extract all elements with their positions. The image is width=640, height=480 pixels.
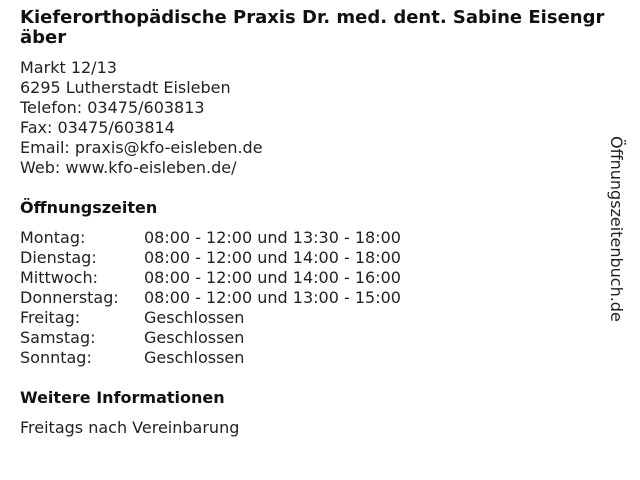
hours-day: Donnerstag:: [20, 288, 119, 307]
site-watermark: Öffnungszeitenbuch.de: [607, 136, 626, 322]
hours-time: Geschlossen: [144, 348, 245, 367]
hours-row-sunday: [20, 348, 610, 368]
hours-time: Geschlossen: [144, 328, 245, 347]
hours-time: 08:00 - 12:00 und 14:00 - 16:00: [144, 268, 401, 287]
business-title: Kieferorthopädische Praxis Dr. med. dent. Sabine Eisengräber: [20, 7, 605, 48]
hours-row-friday: [20, 308, 610, 328]
hours-row-wednesday: [20, 268, 610, 288]
hours-heading: Öffnungszeiten: [20, 198, 158, 217]
hours-row-tuesday: [20, 248, 610, 268]
hours-day: Freitag:: [20, 308, 81, 327]
hours-day: Mittwoch:: [20, 268, 98, 287]
email-line: Email: praxis@kfo-eisleben.de: [20, 138, 263, 157]
business-card: [20, 8, 610, 438]
web-line: Web: www.kfo-eisleben.de/: [20, 158, 237, 177]
hours-day: Samstag:: [20, 328, 96, 347]
hours-day: Montag:: [20, 228, 86, 247]
fax-line: Fax: 03475/603814: [20, 118, 175, 137]
city-line: 6295 Lutherstadt Eisleben: [20, 78, 231, 97]
info-heading: Weitere Informationen: [20, 388, 225, 407]
hours-day: Dienstag:: [20, 248, 97, 267]
hours-day: Sonntag:: [20, 348, 92, 367]
phone-line: Telefon: 03475/603813: [20, 98, 205, 117]
hours-time: 08:00 - 12:00 und 13:30 - 18:00: [144, 228, 401, 247]
hours-time: 08:00 - 12:00 und 14:00 - 18:00: [144, 248, 401, 267]
hours-row-saturday: [20, 328, 610, 348]
hours-time: 08:00 - 12:00 und 13:00 - 15:00: [144, 288, 401, 307]
street-line: Markt 12/13: [20, 58, 117, 77]
hours-table: [20, 228, 610, 368]
hours-row-thursday: [20, 288, 610, 308]
hours-time: Geschlossen: [144, 308, 245, 327]
hours-row-monday: [20, 228, 610, 248]
address-block: [20, 58, 610, 178]
info-text: Freitags nach Vereinbarung: [20, 418, 240, 437]
